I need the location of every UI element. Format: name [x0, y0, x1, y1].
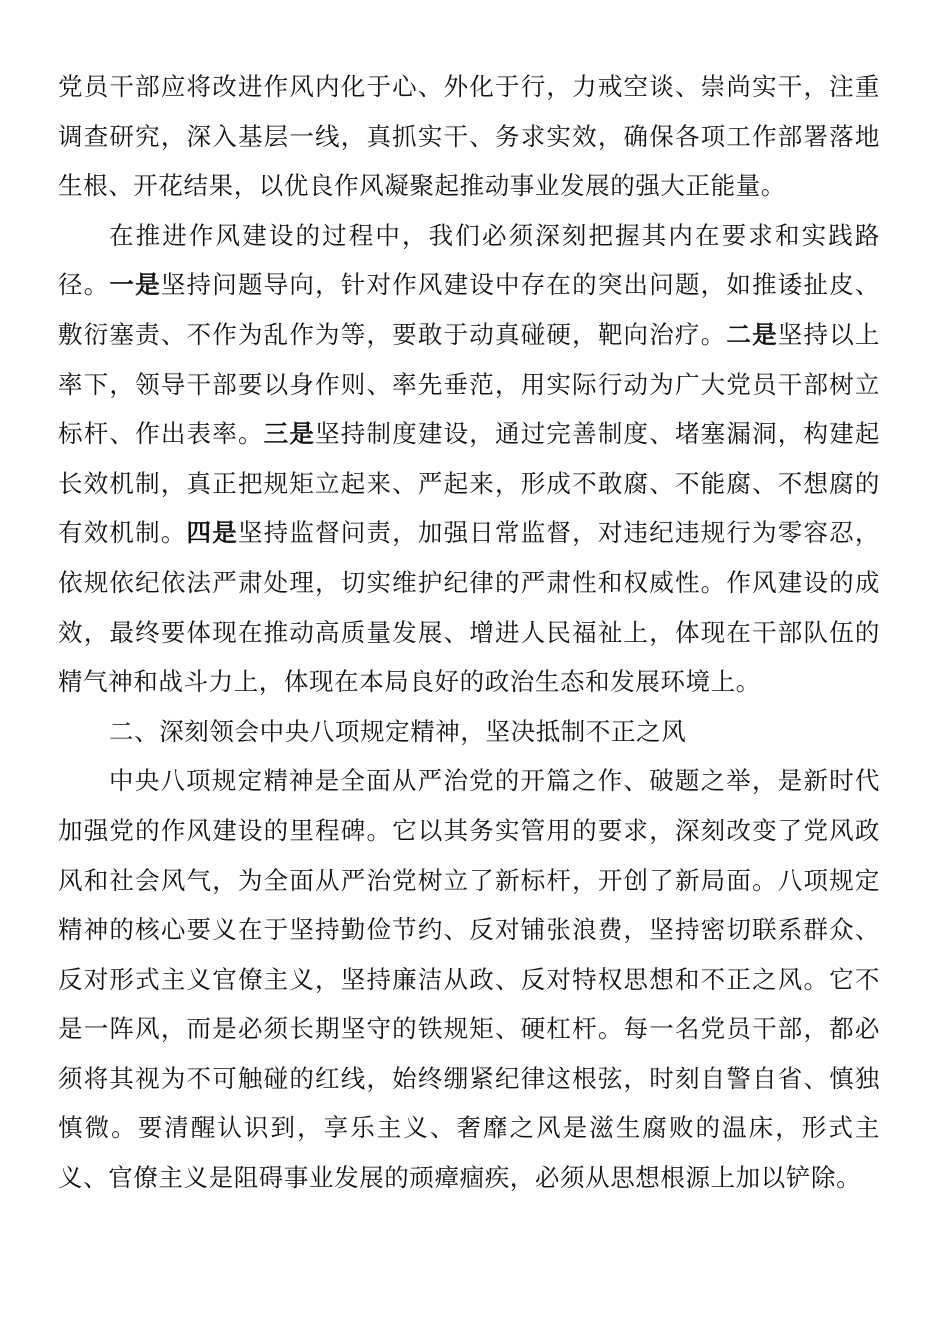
- bold-marker-3: 三是: [263, 419, 316, 449]
- text-run: 在推进作风建设的过程中，我们必须深刻把握其内在要求和实践路径。: [58, 220, 880, 300]
- text-run: 中央八项规定精神是全面从严治党的开篇之作、破题之举，是新时代加强党的作风建设的里程碑。它以其务实管用的要求，深刻改变了党风政风和社会风气，为全面从严治党树立了新标杆，开创了新局面。八项规定精神的核心要义在于坚持勤俭节约、反对铺张浪费，坚持密切联系群众、反对形式主义官僚主义，坚持廉洁从政、反对特权思想和不正之风。它不是一阵风，而是必须长期坚守的铁规矩、硬杠杆。每一名党员干部，都必须将其视为不可触碰的红线，始终绷紧纪律这根弦，时刻自警自省、慎独慎微。要清醒认识到，享乐主义、奢靡之风是滋生腐败的温床，形式主义、官僚主义是阻碍事业发展的顽瘴痼疾，必须从思想根源上加以铲除。: [58, 766, 880, 1193]
- bold-marker-1: 一是: [109, 270, 161, 300]
- text-run: 坚持制度建设，通过完善制度、堵塞漏洞，构建起长效机制，真正把规矩立起来、严起来，形成不敢腐、不能腐、不想腐的有效机制。: [58, 419, 880, 548]
- bold-marker-2: 二是: [726, 319, 778, 349]
- section-heading: [58, 707, 880, 757]
- heading-text: 二、深刻领会中央八项规定精神，坚决抵制不正之风: [109, 716, 687, 746]
- paragraph-2: [58, 211, 880, 707]
- bold-marker-4: 四是: [186, 518, 238, 548]
- text-run: 坚持监督问责，加强日常监督，对违纪违规行为零容忍，依规依纪依法严肃处理，切实维护纪律的严肃性和权威性。作风建设的成效，最终要体现在推动高质量发展、增进人民福祉上，体现在干部队伍的精气神和战斗力上，体现在本局良好的政治生态和发展环境上。: [58, 518, 881, 697]
- text-run: 坚持以上率下，领导干部要以身作则、率先垂范，用实际行动为广大党员干部树立标杆、作出表率。: [58, 319, 880, 449]
- paragraph-1: [58, 62, 880, 211]
- paragraph-4: [58, 756, 880, 1202]
- text-run: 坚持问题导向，针对作风建设中存在的突出问题，如推诿扯皮、敷衍塞责、不作为乱作为等，要敢于动真碰硬，靶向治疗。: [58, 270, 881, 349]
- document-body: [58, 62, 880, 1203]
- text-run: 党员干部应将改进作风内化于心、外化于行，力戒空谈、崇尚实干，注重调查研究，深入基层一线，真抓实干、务求实效，确保各项工作部署落地生根、开花结果，以优良作风凝聚起推动事业发展的强大正能量。: [58, 72, 880, 201]
